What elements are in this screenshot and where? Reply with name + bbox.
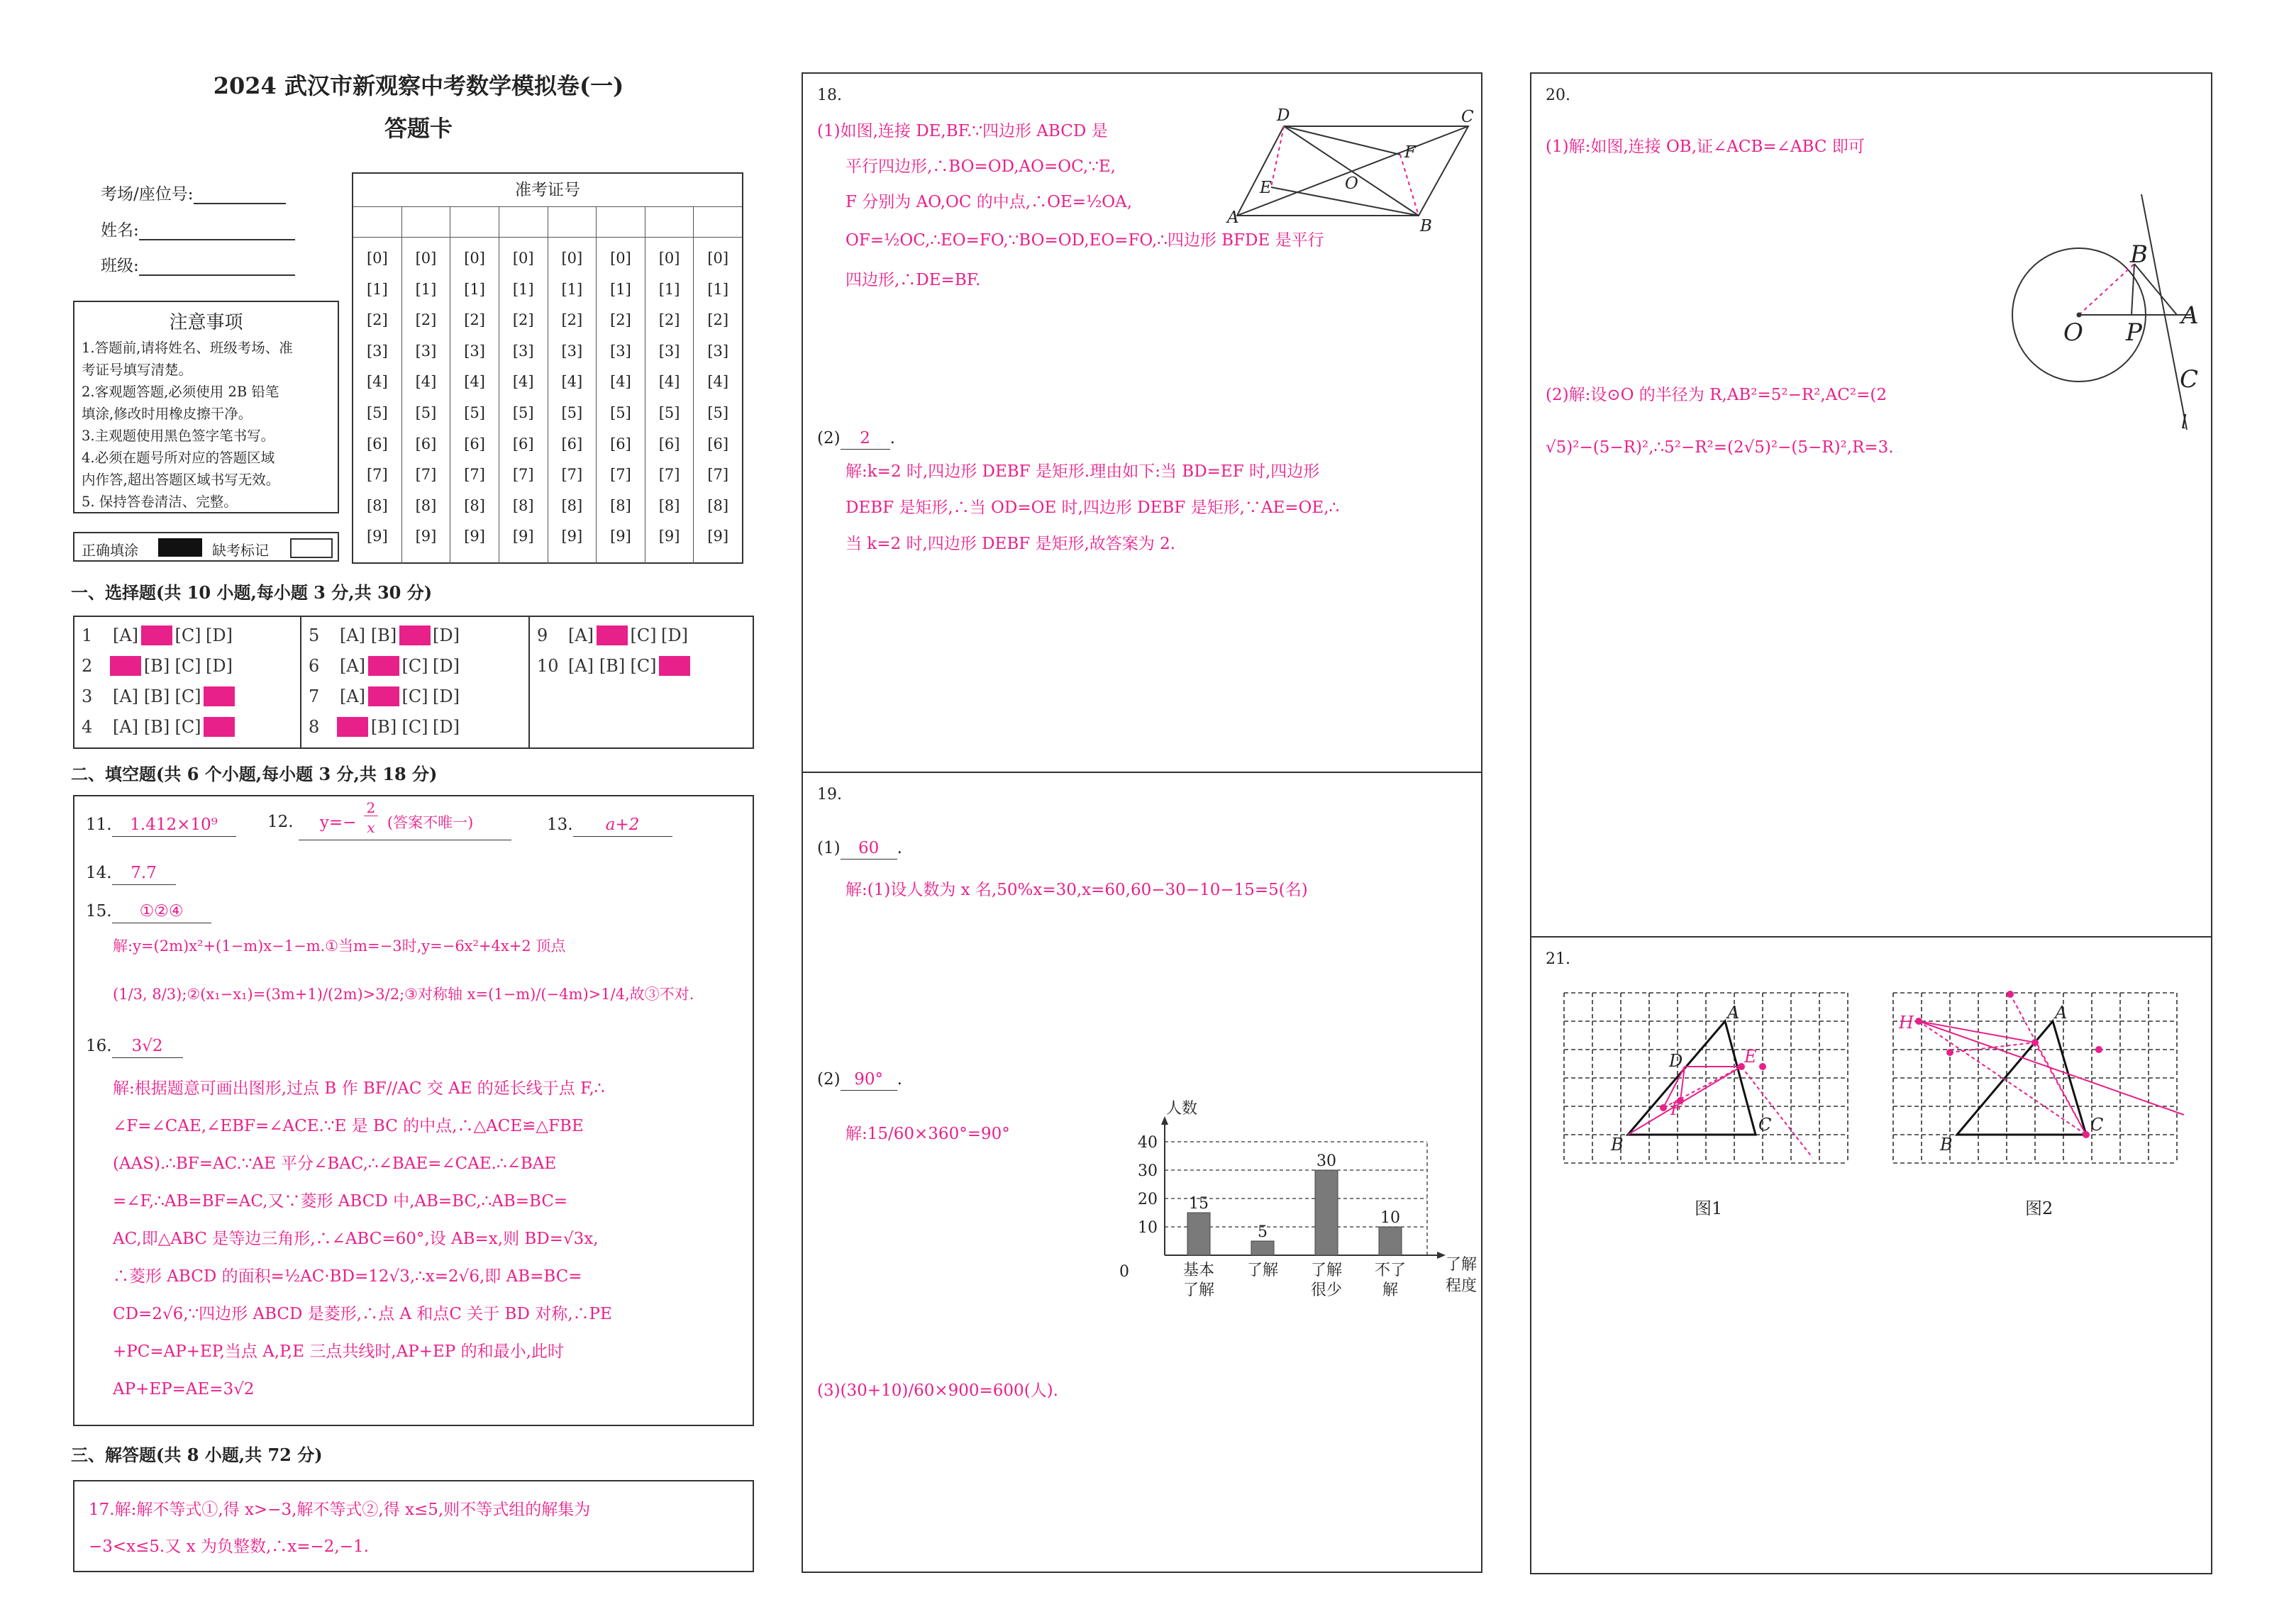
q11-answer: 1.412×10⁹	[112, 813, 236, 837]
admission-digit-bubble[interactable]: [2]	[658, 311, 680, 329]
admission-digit-bubble[interactable]: [9]	[366, 528, 388, 545]
q19-part2-solution: 解:15/60×360°=90°	[846, 1125, 1010, 1143]
y-tick-label: 10	[1138, 1219, 1158, 1237]
solution-line: +PC=AP+EP,当点 A,P,E 三点共线时,AP+EP 的和最小,此时	[113, 1342, 564, 1361]
option-bubble-c[interactable]: [C]	[630, 625, 657, 645]
x-axis-label: 程度	[1445, 1277, 1478, 1295]
admission-digit-bubble[interactable]: [0]	[512, 250, 534, 267]
option-bubble-b[interactable]: [B]	[368, 686, 399, 706]
q14-answer: 7.7	[112, 862, 176, 885]
admission-digit-bubble[interactable]: [6]	[707, 435, 729, 452]
admission-digit-bubble[interactable]: [2]	[707, 311, 729, 329]
fig21a-label-b: B	[1611, 1135, 1624, 1155]
admission-digit-bubble[interactable]: [1]	[561, 280, 583, 298]
admission-digit-bubble[interactable]: [1]	[464, 280, 485, 298]
option-bubble-b[interactable]: [B]	[143, 717, 170, 737]
choice-question-row	[537, 625, 690, 645]
admission-digit-bubble[interactable]: [4]	[464, 373, 485, 391]
q17-solution	[89, 1491, 738, 1565]
option-bubble-b[interactable]: [B]	[143, 656, 170, 676]
fig18-label-d: D	[1277, 106, 1290, 125]
q19-part1-answer: 60	[841, 838, 897, 860]
option-bubble-a[interactable]: [A]	[567, 625, 594, 645]
absent-mark-box[interactable]	[290, 538, 333, 558]
question-number: 7	[309, 686, 320, 706]
admission-digit-bubble[interactable]: [3]	[464, 342, 485, 360]
admission-digit-bubble[interactable]: [1]	[415, 280, 437, 298]
solution-line: 解:k=2 时,四边形 DEBF 是矩形.理由如下:当 BD=EF 时,四边形	[846, 462, 1320, 481]
fig21b-label-a: A	[2055, 1003, 2068, 1023]
y-tick-label: 40	[1138, 1134, 1158, 1152]
note-item: 3.主观题使用黑色签字笔书写。	[82, 428, 275, 444]
page-title: 2024 武汉市新观察中考数学模拟卷(一)	[213, 72, 624, 99]
choice-question-row	[82, 656, 235, 676]
option-bubble-c[interactable]: [C]	[630, 656, 657, 676]
q21-figure2	[1886, 987, 2191, 1186]
section3-title: 三、解答题(共 8 小题,共 72 分)	[71, 1445, 323, 1465]
admission-digit-bubble[interactable]: [1]	[366, 280, 388, 298]
option-bubble-d[interactable]: [D]	[433, 656, 460, 676]
option-bubble-a[interactable]: [A]	[337, 717, 368, 737]
admission-digit-bubble[interactable]: [6]	[464, 435, 485, 452]
admission-write-row[interactable]	[353, 207, 742, 238]
q20-part1: (1)解:如图,连接 OB,证∠ACB=∠ABC 即可	[1546, 138, 1865, 156]
figure2-caption: 图2	[2025, 1198, 2053, 1218]
fig21a-label-c: C	[1758, 1115, 1772, 1135]
q13-answer: a+2	[573, 813, 672, 837]
admission-digit-bubble[interactable]: [0]	[658, 250, 680, 267]
solution-line: (AAS).∴BF=AC.∵AE 平分∠BAC,∴∠BAE=∠CAE.∴∠BAE	[113, 1155, 557, 1173]
admission-digit-bubble[interactable]: [9]	[707, 528, 729, 545]
admission-digit-bubble[interactable]: [4]	[707, 373, 729, 391]
admission-digit-bubble[interactable]: [2]	[366, 311, 388, 329]
fig21b-label-h: H	[1899, 1013, 1914, 1033]
admission-digit-bubble[interactable]: [8]	[561, 496, 583, 514]
note-item: 4.必须在题号所对应的答题区域	[82, 450, 275, 466]
admission-column	[499, 238, 548, 564]
admission-digit-bubble[interactable]: [5]	[415, 404, 437, 421]
question-number: 10	[537, 656, 559, 676]
fig20-label-p: P	[2126, 318, 2142, 347]
fig18-label-f: F	[1404, 143, 1416, 162]
solution-line: (1)如图,连接 DE,BF.∵四边形 ABCD 是	[817, 122, 1108, 140]
fill-legend: 正确填涂 缺考标记	[73, 532, 339, 562]
bar	[1187, 1213, 1210, 1255]
solution-line: DEBF 是矩形,∴当 OD=OE 时,四边形 DEBF 是矩形,∵AE=OE,∴	[846, 499, 1340, 517]
admission-column	[402, 238, 451, 564]
page-subtitle: 答题卡	[384, 115, 453, 142]
class-label: 班级:	[101, 252, 295, 276]
choice-question-row	[309, 656, 462, 676]
admission-digit-bubble[interactable]: [9]	[512, 528, 534, 545]
admission-digit-bubble[interactable]: [4]	[610, 373, 631, 391]
admission-digit-bubble[interactable]: [0]	[366, 250, 388, 267]
admission-digit-bubble[interactable]: [7]	[561, 466, 583, 484]
admission-digit-bubble[interactable]: [0]	[707, 250, 729, 267]
admission-digit-bubble[interactable]: [5]	[561, 404, 583, 421]
notes-box	[73, 301, 339, 513]
figure1-caption: 图1	[1695, 1198, 1723, 1218]
note-item: 考证号填写清楚。	[82, 362, 193, 378]
note-item: 2.客观题答题,必须使用 2B 铅笔	[82, 384, 279, 400]
admission-title: 准考证号	[353, 174, 742, 207]
solution-line: 17.解:解不等式①,得 x>−3,解不等式②,得 x≤5,则不等式组的解集为	[89, 1501, 591, 1519]
bar	[1251, 1241, 1274, 1255]
admission-digit-bubble[interactable]: [2]	[610, 311, 631, 329]
admission-digit-bubble[interactable]: [2]	[464, 311, 485, 329]
fill-blank-box	[73, 795, 754, 1426]
solution-line: −3<x≤5.又 x 为负整数,∴x=−2,−1.	[89, 1537, 369, 1556]
question-number: 5	[309, 625, 320, 645]
admission-digit-bubble[interactable]: [5]	[512, 404, 534, 421]
admission-column	[694, 238, 742, 564]
solution-line: F 分别为 AO,OC 的中点,∴OE=½OA,	[846, 193, 1133, 211]
q17-box	[73, 1480, 754, 1572]
q18-part2-answer: 2	[841, 428, 890, 450]
choice-question-row	[309, 717, 462, 737]
admission-digit-bubble[interactable]: [4]	[561, 373, 583, 391]
option-bubble-c[interactable]: [C]	[399, 625, 431, 645]
category-label: 很少	[1310, 1281, 1343, 1299]
admission-digit-bubble[interactable]: [2]	[561, 311, 583, 329]
q18-number: 18.	[817, 87, 842, 104]
category-label: 了解	[1182, 1281, 1215, 1299]
y-axis-label: 人数	[1166, 1100, 1198, 1118]
admission-number-box	[352, 172, 743, 564]
q21-number: 21.	[1546, 950, 1570, 968]
fig18-label-c: C	[1461, 108, 1474, 126]
x-axis-arrow	[1437, 1252, 1446, 1259]
x-axis-label: 了解	[1445, 1256, 1478, 1274]
filled-sample	[158, 538, 202, 557]
q19-part2-answer: 90°	[841, 1069, 897, 1091]
admission-digit-bubble[interactable]: [2]	[512, 311, 534, 329]
option-bubble-d[interactable]: [D]	[659, 656, 690, 676]
option-bubble-d[interactable]: [D]	[433, 625, 460, 645]
option-bubble-c[interactable]: [C]	[401, 686, 428, 706]
admission-digit-bubble[interactable]: [3]	[415, 342, 437, 360]
y-tick-label: 0	[1119, 1263, 1129, 1281]
option-bubble-a[interactable]: [A]	[567, 656, 594, 676]
admission-digit-bubble[interactable]: [6]	[658, 435, 680, 452]
option-bubble-b[interactable]: [B]	[370, 625, 397, 645]
bar	[1379, 1227, 1402, 1255]
option-bubble-a[interactable]: [A]	[339, 686, 366, 706]
admission-digit-bubble[interactable]: [6]	[610, 435, 631, 452]
section2-title: 二、填空题(共 6 个小题,每小题 3 分,共 18 分)	[71, 764, 438, 784]
admission-digit-bubble[interactable]: [7]	[610, 466, 631, 484]
option-bubble-b[interactable]: [B]	[597, 625, 628, 645]
name-field[interactable]	[139, 221, 295, 240]
fig21b-label-c: C	[2090, 1115, 2104, 1135]
question-number: 8	[309, 717, 320, 737]
notes-title: 注意事项	[169, 312, 243, 333]
option-bubble-a[interactable]: [A]	[339, 625, 366, 645]
solution-line: 当 k=2 时,四边形 DEBF 是矩形,故答案为 2.	[846, 535, 1176, 553]
admission-digit-bubble[interactable]: [3]	[561, 342, 583, 360]
admission-digit-bubble[interactable]: [0]	[610, 250, 631, 267]
q16-answer: 3√2	[112, 1035, 183, 1058]
fig20-label-o: O	[2063, 318, 2083, 347]
bar-value-label: 10	[1380, 1209, 1400, 1227]
admission-column	[645, 238, 694, 564]
admission-digit-bubble[interactable]: [1]	[707, 280, 729, 298]
admission-digit-bubble[interactable]: [4]	[366, 373, 388, 391]
note-item: 1.答题前,请将姓名、班级考场、准	[82, 340, 293, 356]
option-bubble-d[interactable]: [D]	[204, 686, 235, 706]
admission-digit-bubble[interactable]: [8]	[707, 496, 729, 514]
admission-digit-bubble[interactable]: [4]	[415, 373, 437, 391]
question-number: 4	[82, 717, 93, 737]
question-number: 2	[82, 656, 93, 676]
admission-column	[353, 238, 402, 564]
admission-digit-bubble[interactable]: [9]	[561, 528, 583, 545]
bar	[1315, 1170, 1338, 1255]
solution-line: ∴菱形 ABCD 的面积=½AC·BD=12√3,∴x=2√6,即 AB=BC=	[113, 1267, 582, 1286]
fig21a-label-e: E	[1744, 1047, 1757, 1067]
solution-line: OF=½OC,∴EO=FO,∵BO=OD,EO=FO,∴四边形 BFDE 是平行	[846, 231, 1324, 250]
option-bubble-d[interactable]: [D]	[661, 625, 688, 645]
q19-part1: (1) 60 .	[817, 830, 902, 867]
admission-digit-bubble[interactable]: [5]	[366, 404, 388, 421]
class-field[interactable]	[139, 256, 295, 276]
fig21a-label-f: F	[1670, 1099, 1682, 1119]
option-bubble-c[interactable]: [C]	[401, 717, 428, 737]
solution-line: √5)²−(5−R)²,∴5²−R²=(2√5)²−(5−R)²,R=3.	[1546, 438, 1894, 457]
admission-digit-bubble[interactable]: [9]	[464, 528, 485, 545]
solution-line: 平行四边形,∴BO=OD,AO=OC,∵E,	[846, 157, 1116, 176]
admission-digit-bubble[interactable]: [3]	[707, 342, 729, 360]
q19-part1-solution: 解:(1)设人数为 x 名,50%x=30,x=60,60−30−10−15=5(名)	[846, 881, 1308, 899]
option-bubble-a[interactable]: [A]	[112, 717, 139, 737]
admission-digit-bubble[interactable]: [0]	[464, 250, 485, 267]
solution-line: ∠F=∠CAE,∠EBF=∠ACE.∵E 是 BC 的中点,∴△ACE≌△FBE	[113, 1117, 584, 1135]
choice-question-row	[309, 686, 462, 706]
option-bubble-c[interactable]: [C]	[174, 686, 201, 706]
admission-digit-bubble[interactable]: [8]	[512, 496, 534, 514]
admission-digit-bubble[interactable]: [0]	[415, 250, 437, 267]
option-bubble-c[interactable]: [C]	[174, 717, 201, 737]
note-item: 5. 保持答卷清洁、完整。	[82, 494, 238, 510]
q21-box	[1530, 936, 2212, 1574]
fig18-label-e: E	[1260, 179, 1272, 197]
choice-question-row	[82, 717, 235, 737]
admission-digit-bubble[interactable]: [1]	[610, 280, 631, 298]
q19-bar-chart	[1101, 1050, 1526, 1298]
q20-part2	[1546, 369, 2198, 474]
q16-solution	[113, 1070, 744, 1408]
bar-value-label: 5	[1258, 1223, 1268, 1241]
fig20-label-l: l	[2181, 412, 2188, 433]
question-number: 9	[537, 625, 548, 645]
admission-digit-bubble[interactable]: [6]	[366, 435, 388, 452]
admission-digit-bubble[interactable]: [6]	[561, 435, 583, 452]
choice-question-row	[537, 656, 690, 676]
q15-answer: ①②④	[112, 900, 211, 923]
admission-digit-bubble[interactable]: [7]	[464, 466, 485, 484]
admission-digit-bubble[interactable]: [3]	[366, 342, 388, 360]
admission-digit-bubble[interactable]: [3]	[658, 342, 680, 360]
admission-column	[548, 238, 597, 564]
bar-value-label: 15	[1189, 1195, 1209, 1213]
fig20-label-a: A	[2181, 301, 2199, 330]
solution-line: =∠F,∴AB=BF=AC,又∵菱形 ABCD 中,AB=BC,∴AB=BC=	[113, 1192, 568, 1211]
solution-line: CD=2√6,∵四边形 ABCD 是菱形,∴点 A 和点C 关于 BD 对称,∴PE	[113, 1305, 612, 1323]
fig18-label-o: O	[1345, 174, 1358, 193]
choice-question-row	[82, 686, 235, 706]
option-bubble-c[interactable]: [C]	[174, 625, 201, 645]
y-tick-label: 30	[1138, 1162, 1158, 1180]
admission-bubbles[interactable]	[353, 238, 742, 564]
category-label: 解	[1382, 1281, 1399, 1299]
admission-digit-bubble[interactable]: [3]	[512, 342, 534, 360]
choice-box	[73, 616, 754, 749]
admission-digit-bubble[interactable]: [8]	[610, 496, 631, 514]
admission-digit-bubble[interactable]: [1]	[512, 280, 534, 298]
category-label: 了解	[1246, 1262, 1279, 1279]
q19-part2: (2) 90° .	[817, 1061, 902, 1098]
question-number: 3	[82, 686, 93, 706]
admission-digit-bubble[interactable]: [5]	[658, 404, 680, 421]
category-label: 了解	[1310, 1262, 1343, 1279]
q12: 12. y=− 2 x (答案不唯一)	[267, 803, 511, 840]
option-bubble-b[interactable]: [B]	[599, 656, 626, 676]
solution-line: 四边形,∴DE=BF.	[846, 271, 981, 289]
option-bubble-b[interactable]: [B]	[368, 656, 399, 676]
fig18-label-a: A	[1227, 208, 1239, 227]
bar-value-label: 30	[1316, 1152, 1336, 1170]
admission-digit-bubble[interactable]: [0]	[561, 250, 583, 267]
admission-digit-bubble[interactable]: [6]	[415, 435, 437, 452]
q18-box	[802, 72, 1482, 773]
section1-title: 一、选择题(共 10 小题,每小题 3 分,共 30 分)	[71, 582, 433, 603]
solution-line: 解:根据题意可画出图形,过点 B 作 BF//AC 交 AE 的延长线于点 F,∴	[113, 1079, 605, 1098]
option-bubble-d[interactable]: [D]	[204, 717, 235, 737]
option-bubble-d[interactable]: [D]	[433, 686, 460, 706]
admission-digit-bubble[interactable]: [5]	[464, 404, 485, 421]
option-bubble-a[interactable]: [A]	[110, 656, 141, 676]
option-bubble-d[interactable]: [D]	[206, 656, 233, 676]
option-bubble-b[interactable]: [B]	[143, 686, 170, 706]
admission-digit-bubble[interactable]: [5]	[610, 404, 631, 421]
solution-line: (2)解:设⊙O 的半径为 R,AB²=5²−R²,AC²=(2	[1546, 386, 1887, 404]
q14: 14. 7.7	[86, 855, 176, 891]
fig18-label-b: B	[1420, 217, 1432, 235]
q19-part3-solution: (3)(30+10)/60×900=600(人).	[817, 1381, 1058, 1400]
admission-digit-bubble[interactable]: [7]	[366, 466, 388, 484]
option-bubble-b[interactable]: [B]	[370, 717, 397, 737]
option-bubble-c[interactable]: [C]	[401, 656, 428, 676]
q16: 16. 3√2	[86, 1028, 183, 1064]
admission-digit-bubble[interactable]: [8]	[658, 496, 680, 514]
fig21a-label-d: D	[1669, 1051, 1683, 1071]
admission-digit-bubble[interactable]: [4]	[658, 373, 680, 391]
choice-question-row	[82, 625, 235, 645]
option-bubble-a[interactable]: [A]	[112, 625, 139, 645]
admission-digit-bubble[interactable]: [9]	[415, 528, 437, 545]
seat-field[interactable]	[194, 184, 286, 204]
q13: 13. a+2	[547, 806, 672, 843]
admission-digit-bubble[interactable]: [3]	[610, 342, 631, 360]
admission-digit-bubble[interactable]: [5]	[707, 404, 729, 421]
category-label: 不了	[1374, 1262, 1407, 1279]
admission-digit-bubble[interactable]: [7]	[512, 466, 534, 484]
q20-box	[1530, 72, 2212, 938]
admission-digit-bubble[interactable]: [6]	[512, 435, 534, 452]
q21-figure1	[1557, 987, 1862, 1186]
question-number: 6	[309, 656, 320, 676]
option-bubble-d[interactable]: [D]	[433, 717, 460, 737]
admission-column	[597, 238, 645, 564]
option-bubble-b[interactable]: [B]	[141, 625, 172, 645]
q11: 11. 1.412×10⁹	[86, 806, 236, 843]
admission-column	[450, 238, 499, 564]
option-bubble-a[interactable]: [A]	[339, 656, 366, 676]
option-bubble-c[interactable]: [C]	[174, 656, 201, 676]
q15-solution-line1: 解:y=(2m)x²+(1−m)x−1−m.①当m=−3时,y=−6x²+4x+2 顶点	[113, 938, 566, 955]
y-tick-label: 20	[1138, 1191, 1158, 1208]
q15-solution-line2: (1/3, 8/3);②(x₁−x₁)=(3m+1)/(2m)>3/2;③对称轴 x=(1−m)/(−4m)>1/4,故③不对.	[113, 986, 694, 1003]
note-item: 内作答,超出答题区域书写无效。	[82, 472, 280, 488]
admission-digit-bubble[interactable]: [4]	[512, 373, 534, 391]
admission-digit-bubble[interactable]: [8]	[464, 496, 485, 514]
category-label: 基本	[1182, 1262, 1215, 1279]
admission-digit-bubble[interactable]: [7]	[707, 466, 729, 484]
solution-line: AC,即△ABC 是等边三角形,∴∠ABC=60°,设 AB=x,则 BD=√3x,	[113, 1230, 599, 1248]
choice-question-row	[309, 625, 462, 645]
option-bubble-d[interactable]: [D]	[206, 625, 233, 645]
fig21a-label-a: A	[1727, 1003, 1740, 1023]
admission-digit-bubble[interactable]: [7]	[415, 466, 437, 484]
admission-digit-bubble[interactable]: [8]	[415, 496, 437, 514]
fig20-label-b: B	[2130, 240, 2148, 269]
q18-part2-solution	[846, 454, 1470, 562]
name-label: 姓名:	[101, 217, 295, 240]
q18-part2: (2) 2 .	[817, 420, 895, 457]
admission-digit-bubble[interactable]: [7]	[658, 466, 680, 484]
notes-list	[82, 337, 331, 513]
q15: 15. ①②④	[86, 893, 211, 930]
question-number: 1	[82, 625, 93, 645]
admission-digit-bubble[interactable]: [1]	[658, 280, 680, 298]
note-item: 填涂,修改时用橡皮擦干净。	[82, 406, 253, 422]
q19-number: 19.	[817, 786, 842, 803]
fig20-label-c: C	[2180, 365, 2199, 394]
solution-line: AP+EP=AE=3√2	[113, 1380, 255, 1398]
admission-digit-bubble[interactable]: [9]	[658, 528, 680, 545]
q12-answer: y=− 2 x (答案不唯一)	[299, 806, 511, 840]
option-bubble-a[interactable]: [A]	[112, 686, 139, 706]
admission-digit-bubble[interactable]: [8]	[366, 496, 388, 514]
seat-label: 考场/座位号:	[101, 181, 286, 204]
q19-box	[802, 772, 1482, 1573]
q20-number: 20.	[1546, 87, 1570, 104]
fig21b-label-b: B	[1940, 1135, 1953, 1155]
q18-parallelogram-figure	[1227, 106, 1474, 237]
admission-digit-bubble[interactable]: [2]	[415, 311, 437, 329]
admission-digit-bubble[interactable]: [9]	[610, 528, 631, 545]
